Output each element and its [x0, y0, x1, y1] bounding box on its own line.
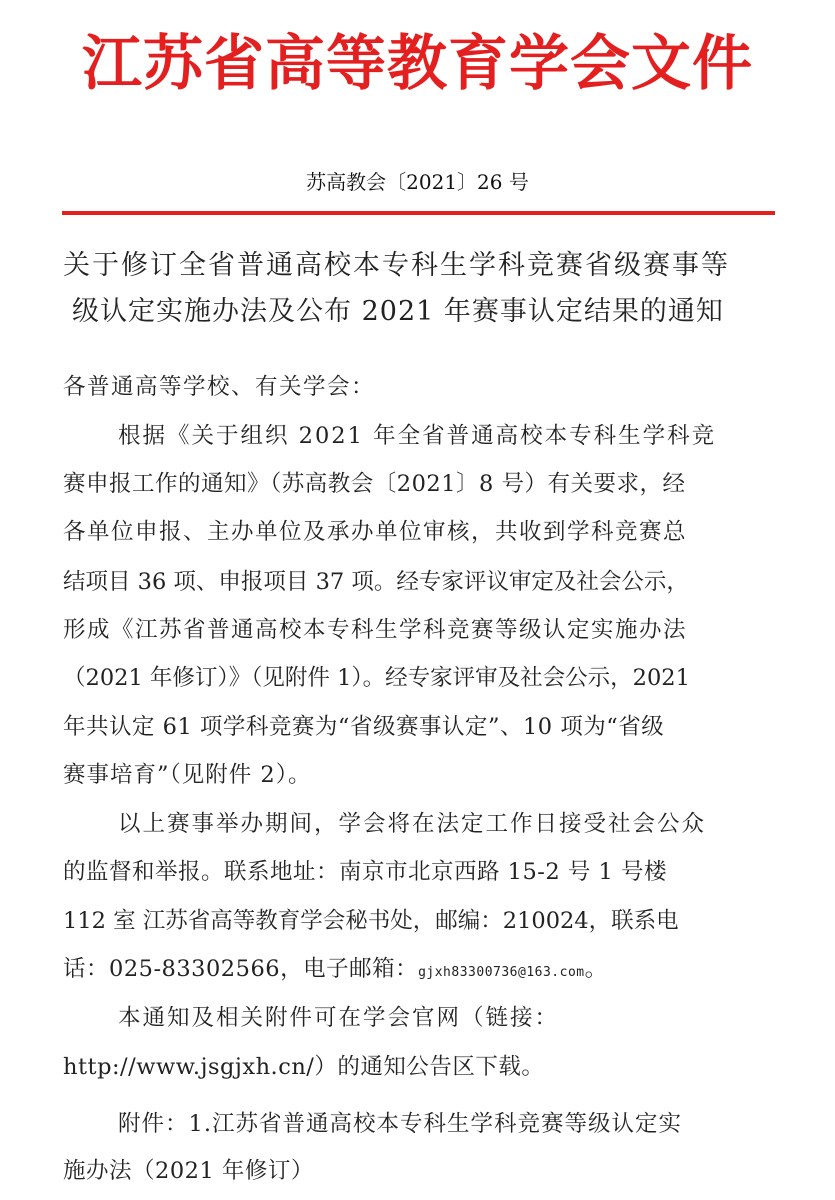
paragraph1-line: （2021 年修订）》（见附件 1）。经专家评审及社会公示，2021 — [63, 665, 690, 691]
paragraph1-line: 赛申报工作的通知》（苏高教会〔2021〕8 号）有关要求，经 — [63, 471, 686, 497]
paragraph3-line: http://www.jsgjxh.cn/）的通知公告区下载。 — [63, 1054, 545, 1080]
contact-prefix: 话：025-83302566，电子邮箱： — [63, 956, 419, 982]
document-number: 苏高教会〔2021〕26 号 — [306, 170, 529, 194]
notice-title-line-2: 级认定实施办法及公布 2021 年赛事认定结果的通知 — [72, 296, 724, 327]
paragraph1-line: 根据《关于组织 2021 年全省普通高校本专科生学科竞 — [118, 423, 717, 449]
contact-suffix: 。 — [584, 956, 608, 982]
paragraph3-line: 本通知及相关附件可在学会官网（链接： — [118, 1005, 560, 1031]
paragraph2-line: 112 室 江苏省高等教育学会秘书处，邮编：210024，联系电 — [63, 908, 679, 934]
red-divider-line — [62, 211, 775, 215]
document-masthead: 江苏省高等教育学会文件 — [82, 29, 753, 99]
salutation: 各普通高等学校、有关学会： — [63, 374, 376, 400]
paragraph1-line: 各单位申报、主办单位及承办单位审核，共收到学科竞赛总 — [63, 519, 688, 545]
attachment-line: 施办法（2021 年修订） — [63, 1158, 314, 1184]
paragraph1-line: 结项目 36 项、申报项目 37 项。经专家评议审定及社会公示， — [63, 569, 689, 595]
contact-line — [63, 953, 608, 989]
paragraph1-line: 形成《江苏省普通高校本专科生学科竞赛等级认定实施办法 — [63, 617, 688, 643]
contact-email: gjxh83300736@163.com — [418, 965, 585, 980]
paragraph2-line: 以上赛事举办期间，学会将在法定工作日接受社会公众 — [118, 811, 707, 837]
notice-title-line-1: 关于修订全省普通高校本专科生学科竞赛省级赛事等 — [63, 250, 730, 281]
attachment-line: 附件：1.江苏省普通高校本专科生学科竞赛等级认定实 — [118, 1111, 682, 1137]
paragraph1-line: 赛事培育”（见附件 2）。 — [63, 762, 312, 788]
paragraph2-line: 的监督和举报。联系地址：南京市北京西路 15-2 号 1 号楼 — [63, 859, 667, 885]
paragraph1-line: 年共认定 61 项学科竞赛为“省级赛事认定”、10 项为“省级 — [63, 714, 665, 740]
